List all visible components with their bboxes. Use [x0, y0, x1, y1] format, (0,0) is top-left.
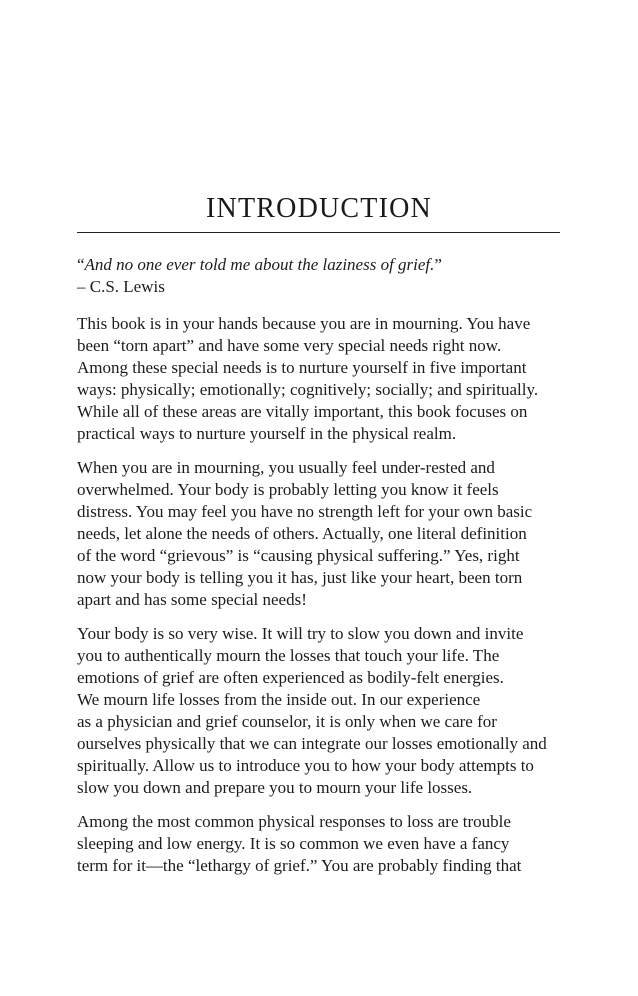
text-line: slow you down and prepare you to mourn your life losses. [77, 778, 473, 797]
text-line: When you are in mourning, you usually feel under-rested and [77, 458, 495, 477]
paragraph-3 [77, 623, 560, 799]
epigraph-attribution: – C.S. Lewis [77, 277, 165, 296]
body-text [77, 313, 560, 889]
paragraph-2 [77, 457, 560, 611]
text-line: now your body is telling you it has, just like your heart, been torn [77, 568, 523, 587]
text-line: ourselves physically that we can integrate our losses emotionally and [77, 734, 547, 753]
text-line: distress. You may feel you have no strength left for your own basic [77, 502, 533, 521]
text-line: term for it—the “lethargy of grief.” You are probably finding that [77, 856, 522, 875]
text-line: as a physician and grief counselor, it is only when we care for [77, 712, 497, 731]
text-line: emotions of grief are often experienced as bodily-felt energies. [77, 668, 504, 687]
epigraph-quote: And no one ever told me about the laziness of grief. [84, 255, 435, 274]
paragraph-1 [77, 313, 560, 445]
text-line: While all of these areas are vitally important, this book focuses on [77, 402, 528, 421]
epigraph-close-quote: ” [434, 255, 442, 274]
text-line: spiritually. Allow us to introduce you to how your body attempts to [77, 756, 534, 775]
text-line: Your body is so very wise. It will try to slow you down and invite [77, 624, 524, 643]
text-line: sleeping and low energy. It is so common we even have a fancy [77, 834, 510, 853]
text-line: We mourn life losses from the inside out. In our experience [77, 690, 481, 709]
text-line: This book is in your hands because you are in mourning. You have [77, 314, 531, 333]
text-line: you to authentically mourn the losses that touch your life. The [77, 646, 500, 665]
text-line: needs, let alone the needs of others. Actually, one literal definition [77, 524, 527, 543]
chapter-title: INTRODUCTION [206, 193, 432, 224]
epigraph-open-quote: “ [77, 255, 85, 274]
text-line: ways: physically; emotionally; cognitively; socially; and spiritually. [77, 380, 539, 399]
paragraph-4 [77, 811, 560, 877]
text-line: apart and has some special needs! [77, 590, 307, 609]
text-line: been “torn apart” and have some very special needs right now. [77, 336, 502, 355]
text-line: Among the most common physical responses to loss are trouble [77, 812, 511, 831]
epigraph-quote-line [77, 254, 560, 276]
epigraph [77, 254, 560, 298]
text-line: Among these special needs is to nurture yourself in five important [77, 358, 527, 377]
text-line: overwhelmed. Your body is probably letting you know it feels [77, 480, 499, 499]
text-line: practical ways to nurture yourself in the physical realm. [77, 424, 457, 443]
text-line: of the word “grievous” is “causing physical suffering.” Yes, right [77, 546, 520, 565]
title-divider [77, 232, 560, 233]
